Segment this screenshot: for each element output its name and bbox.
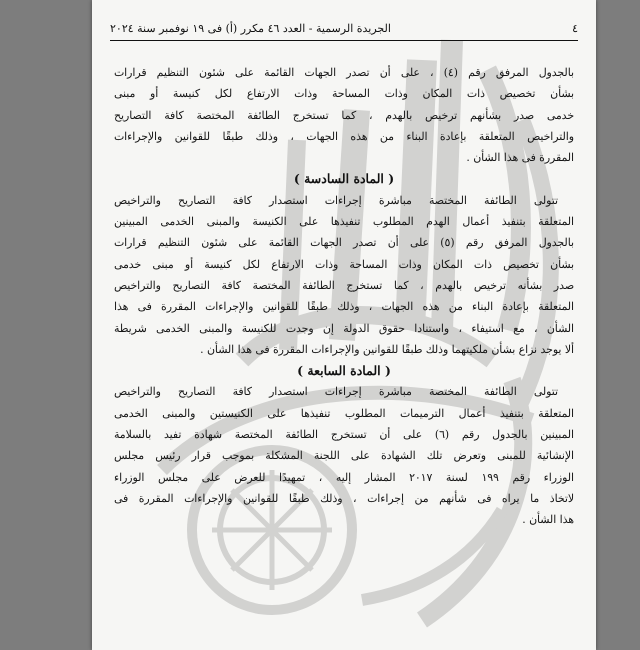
text-line: صدر بشأنه ترخيص بالهدم ، كما تستخرج الطائفة المختصة كافة التصاريح والتراخيص bbox=[114, 278, 574, 292]
text-line: والتراخيص المتعلقة بإعادة البناء من هذه الجهات ، وذلك طبقًا للقوانين والإجراءات bbox=[114, 129, 574, 143]
gazette-page bbox=[92, 0, 596, 650]
gazette-title: الجريدة الرسمية - العدد ٤٦ مكرر (أ) فى ١٩ نوفمبر سنة ٢٠٢٤ bbox=[110, 22, 391, 35]
page-header bbox=[110, 22, 578, 35]
text-line: بالجدول المرفق رقم (٥) على أن تصدر الجهات القائمة على شئون التنظيم قرارات bbox=[114, 236, 574, 250]
text-line: ألا يوجد نزاع بشأن ملكيتهما وذلك طبقًا للقوانين والإجراءات المقررة فى هذا الشأن . bbox=[200, 342, 574, 356]
text-line: الإنشائية للمبنى وتعرض تلك الشهادة على اللجنة المشكلة بموجب قرار رئيس مجلس bbox=[114, 449, 574, 463]
text-line: المتعلقة بتنفيذ أعمال الهدم المطلوب تنفيذها على الكنيسة والمبنى الخدمى المبينين bbox=[114, 215, 574, 229]
text-line: المتعلقة بتنفيذ أعمال الترميمات المطلوب تنفيذها على الكنيستين والمبنى الخدمى bbox=[114, 406, 574, 420]
article-body bbox=[114, 62, 574, 531]
article-heading-seventh: ( المادة السابعة ) bbox=[297, 363, 391, 379]
text-line: الوزراء رقم ١٩٩ لسنة ٢٠١٧ المشار إليه ، تمهيدًا للعرض على مجلس الوزراء bbox=[114, 470, 574, 484]
text-line: بشأن تخصيص ذات المكان وذات المساحة وذات الارتفاع لكل كنيسة أو مبنى bbox=[114, 87, 574, 101]
text-line: تتولى الطائفة المختصة مباشرة إجراءات استصدار كافة التصاريح والتراخيص bbox=[114, 193, 558, 207]
text-line: بالجدول المرفق رقم (٤) ، على أن تصدر الجهات القائمة على شئون التنظيم قرارات bbox=[114, 66, 574, 79]
header-divider bbox=[110, 40, 578, 41]
article-heading-sixth: ( المادة السادسة ) bbox=[293, 171, 395, 187]
text-line: الشأن ، مع استيفاء ، واستنادا حقوق الدولة إن وجدت للكنيسة والمبنى الخدمى شريطة bbox=[114, 321, 574, 335]
text-line: لاتخاذ ما يراه فى شأنهم من إجراءات ، وذلك طبقًا للقوانين والإجراءات المقررة فى bbox=[114, 491, 574, 505]
text-line: بشأن تخصيص ذات المكان وذات المساحة وذات الارتفاع لكل كنيسة أو مبنى خدمى bbox=[114, 257, 574, 271]
text-line: المقررة فى هذا الشأن . bbox=[466, 151, 574, 165]
page-number: ٤ bbox=[572, 22, 578, 35]
text-line: هذا الشأن . bbox=[522, 513, 574, 527]
text-line: المتعلقة بإعادة البناء من هذه الجهات ، وذلك طبقًا للقوانين والإجراءات المقررة فى هذا bbox=[114, 300, 574, 314]
text-line: المبينين بالجدول رقم (٦) على أن تستخرج الطائفة المختصة شهادة تفيد بالسلامة bbox=[114, 428, 574, 442]
text-line: خدمى صدر بشأنهم ترخيص بالهدم ، كما تستخرج الطائفة المختصة كافة التصاريح bbox=[114, 108, 574, 122]
text-line: تتولى الطائفة المختصة مباشرة إجراءات استصدار كافة التصاريح والتراخيص bbox=[114, 385, 558, 399]
